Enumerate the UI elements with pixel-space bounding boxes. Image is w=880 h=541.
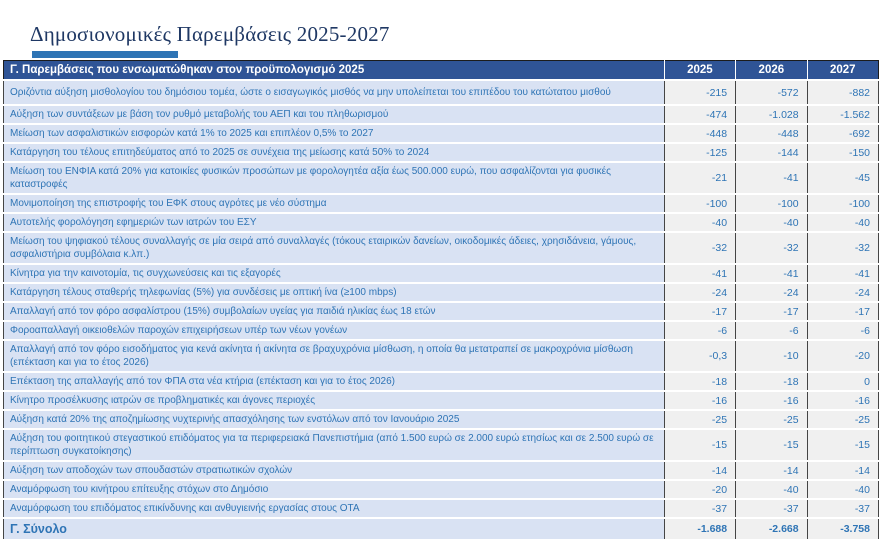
value-cell-2027: -17	[807, 302, 878, 321]
value-cell-2027: -692	[807, 124, 878, 143]
value-cell-2025: -17	[664, 302, 735, 321]
value-cell-2026: -10	[736, 340, 807, 372]
value-cell-2025: -21	[664, 162, 735, 194]
table-row	[4, 80, 879, 105]
table-row	[4, 340, 879, 372]
value-cell-2025: -14	[664, 461, 735, 480]
table-row	[4, 124, 879, 143]
value-cell-2027: -882	[807, 80, 878, 105]
title-underline-bar	[32, 51, 178, 58]
table-row	[4, 213, 879, 232]
table-row	[4, 391, 879, 410]
table-row	[4, 264, 879, 283]
value-cell-2026: -32	[736, 232, 807, 264]
total-label: Γ. Σύνολο	[4, 518, 665, 540]
value-cell-2027: -45	[807, 162, 878, 194]
value-cell-2025: -41	[664, 264, 735, 283]
intervention-label: Αυτοτελής φορολόγηση εφημεριών των ιατρών του ΕΣΥ	[4, 213, 665, 232]
value-cell-2026: -37	[736, 499, 807, 518]
value-cell-2025: -0,3	[664, 340, 735, 372]
intervention-label: Αύξηση του φοιτητικού στεγαστικού επιδόματος για τα περιφερειακά Πανεπιστήμια (από 1.500 ευρώ σε 2.000 ευρώ ετησίως και σε 2.500 ευρώ σε περίπτωση συγκατοίκησης)	[4, 429, 665, 461]
value-cell-2027: -150	[807, 143, 878, 162]
value-cell-2027: -40	[807, 480, 878, 499]
intervention-label: Αύξηση των αποδοχών των σπουδαστών στρατιωτικών σχολών	[4, 461, 665, 480]
table-row	[4, 461, 879, 480]
total-row	[4, 518, 879, 540]
intervention-label: Απαλλαγή από τον φόρο ασφαλίστρου (15%) συμβολαίων υγείας για παιδιά ηλικίας έως 18 ετών	[4, 302, 665, 321]
value-cell-2025: -215	[664, 80, 735, 105]
value-cell-2027: -37	[807, 499, 878, 518]
value-cell-2026: -1.028	[736, 105, 807, 124]
value-cell-2025: -32	[664, 232, 735, 264]
value-cell-2026: -6	[736, 321, 807, 340]
intervention-label: Κίνητρο προσέλκυσης ιατρών σε προβληματικές και άγονες περιοχές	[4, 391, 665, 410]
value-cell-2025: -37	[664, 499, 735, 518]
value-cell-2026: -100	[736, 194, 807, 213]
header-year-2027: 2027	[807, 61, 878, 81]
value-cell-2026: -144	[736, 143, 807, 162]
value-cell-2026: -448	[736, 124, 807, 143]
value-cell-2025: -6	[664, 321, 735, 340]
document-page	[0, 22, 880, 541]
intervention-label: Οριζόντια αύξηση μισθολογίου του δημόσιου τομέα, ώστε ο εισαγωγικός μισθός να μην υπολείπεται του επιπέδου του κατώτατου μισθού	[4, 80, 665, 105]
value-cell-2027: -1.562	[807, 105, 878, 124]
intervention-label: Επέκταση της απαλλαγής από τον ΦΠΑ στα νέα κτήρια (επέκταση και για το έτος 2026)	[4, 372, 665, 391]
intervention-label: Μείωση του ΕΝΦΙΑ κατά 20% για κατοικίες φυσικών προσώπων με φορολογητέα αξία έως 500.000 ευρώ, που ασφαλίζονται για φυσικές καταστροφές	[4, 162, 665, 194]
table-row	[4, 429, 879, 461]
value-cell-2026: -25	[736, 410, 807, 429]
table-row	[4, 410, 879, 429]
value-cell-2027: -16	[807, 391, 878, 410]
value-cell-2027: -100	[807, 194, 878, 213]
table-row	[4, 143, 879, 162]
fiscal-interventions-table	[3, 60, 879, 541]
value-cell-2027: -24	[807, 283, 878, 302]
value-cell-2025: -24	[664, 283, 735, 302]
header-year-2025: 2025	[664, 61, 735, 81]
value-cell-2025: -100	[664, 194, 735, 213]
value-cell-2026: -41	[736, 264, 807, 283]
value-cell-2025: -20	[664, 480, 735, 499]
value-cell-2025: -18	[664, 372, 735, 391]
value-cell-2026: -40	[736, 213, 807, 232]
value-cell-2025: -25	[664, 410, 735, 429]
table-header-row	[4, 61, 879, 81]
table-row	[4, 283, 879, 302]
value-cell-2026: -16	[736, 391, 807, 410]
table-row	[4, 302, 879, 321]
value-cell-2027: -15	[807, 429, 878, 461]
table-row	[4, 480, 879, 499]
value-cell-2027: 0	[807, 372, 878, 391]
value-cell-2026: -40	[736, 480, 807, 499]
intervention-label: Αναμόρφωση του επιδόματος επικίνδυνης και ανθυγιεινής εργασίας στους ΟΤΑ	[4, 499, 665, 518]
value-cell-2027: -25	[807, 410, 878, 429]
header-year-2026: 2026	[736, 61, 807, 81]
header-interventions-label: Γ. Παρεμβάσεις που ενσωματώθηκαν στον προϋπολογισμό 2025	[4, 61, 665, 81]
value-cell-2026: -15	[736, 429, 807, 461]
total-value-2025: -1.688	[664, 518, 735, 540]
value-cell-2025: -16	[664, 391, 735, 410]
intervention-label: Αύξηση των συντάξεων με βάση τον ρυθμό μεταβολής του ΑΕΠ και του πληθωρισμού	[4, 105, 665, 124]
intervention-label: Μονιμοποίηση της επιστροφής του ΕΦΚ στους αγρότες με νέο σύστημα	[4, 194, 665, 213]
value-cell-2026: -41	[736, 162, 807, 194]
table-row	[4, 499, 879, 518]
value-cell-2026: -24	[736, 283, 807, 302]
total-value-2027: -3.758	[807, 518, 878, 540]
table-row	[4, 194, 879, 213]
value-cell-2026: -572	[736, 80, 807, 105]
value-cell-2027: -6	[807, 321, 878, 340]
intervention-label: Αναμόρφωση του κινήτρου επίτευξης στόχων στο Δημόσιο	[4, 480, 665, 499]
value-cell-2026: -18	[736, 372, 807, 391]
intervention-label: Κατάργηση τέλους σταθερής τηλεφωνίας (5%) για συνδέσεις με οπτική ίνα (≥100 mbps)	[4, 283, 665, 302]
table-row	[4, 105, 879, 124]
intervention-label: Μείωση των ασφαλιστικών εισφορών κατά 1% το 2025 και επιπλέον 0,5% το 2027	[4, 124, 665, 143]
value-cell-2027: -32	[807, 232, 878, 264]
table-row	[4, 321, 879, 340]
intervention-label: Φοροαπαλλαγή οικειοθελών παροχών επιχειρήσεων υπέρ των νέων γονέων	[4, 321, 665, 340]
value-cell-2027: -14	[807, 461, 878, 480]
table-row	[4, 232, 879, 264]
intervention-label: Αύξηση κατά 20% της αποζημίωσης νυχτερινής απασχόλησης των ενστόλων από τον Ιανουάριο 2025	[4, 410, 665, 429]
intervention-label: Κατάργηση του τέλους επιτηδεύματος από το 2025 σε συνέχεια της μείωσης κατά 50% το 2024	[4, 143, 665, 162]
total-value-2026: -2.668	[736, 518, 807, 540]
table-row	[4, 372, 879, 391]
value-cell-2026: -17	[736, 302, 807, 321]
intervention-label: Κίνητρα για την καινοτομία, τις συγχωνεύσεις και τις εξαγορές	[4, 264, 665, 283]
value-cell-2027: -40	[807, 213, 878, 232]
intervention-label: Μείωση του ψηφιακού τέλους συναλλαγής σε μία σειρά από συναλλαγές (τόκους εταιρικών δανείων, οικοδομικές άδειες, χρησιδάνεια, γάμους, ασφαλιστήρια συμβόλαια κ.λπ.)	[4, 232, 665, 264]
table-body	[4, 80, 879, 518]
value-cell-2025: -125	[664, 143, 735, 162]
value-cell-2025: -448	[664, 124, 735, 143]
page-title: Δημοσιονομικές Παρεμβάσεις 2025-2027	[30, 22, 390, 46]
value-cell-2027: -20	[807, 340, 878, 372]
intervention-label: Απαλλαγή από τον φόρο εισοδήματος για κενά ακίνητα ή ακίνητα σε βραχυχρόνια μίσθωση, η οποία θα μετατραπεί σε μακροχρόνια μίσθωση (επέκταση και για το έτος 2026)	[4, 340, 665, 372]
value-cell-2025: -474	[664, 105, 735, 124]
table-row	[4, 162, 879, 194]
value-cell-2025: -15	[664, 429, 735, 461]
value-cell-2025: -40	[664, 213, 735, 232]
value-cell-2026: -14	[736, 461, 807, 480]
value-cell-2027: -41	[807, 264, 878, 283]
